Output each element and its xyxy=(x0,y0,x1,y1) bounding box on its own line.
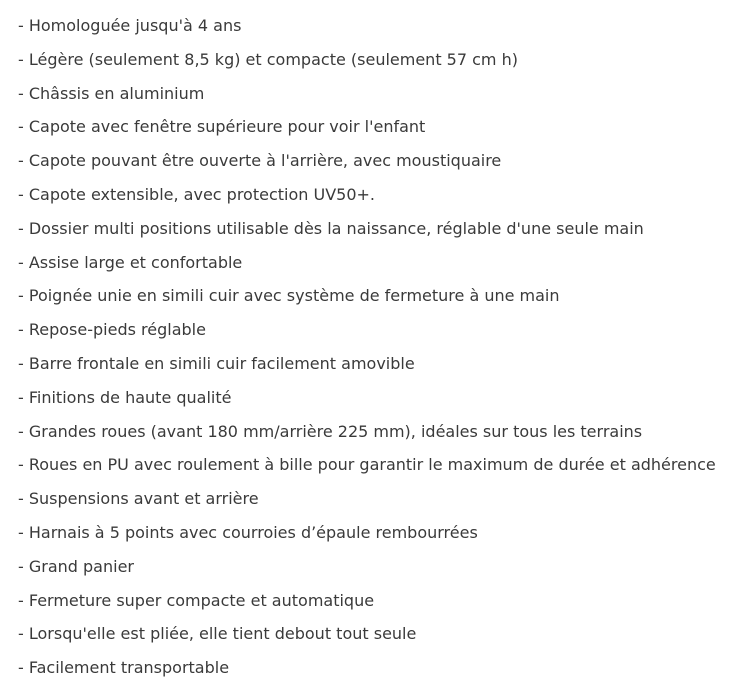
feature-item: - Homologuée jusqu'à 4 ans xyxy=(18,16,242,35)
feature-item: - Dossier multi positions utilisable dès la naissance, réglable d'une seule main xyxy=(18,218,644,238)
feature-item: - Capote pouvant être ouverte à l'arrière, avec moustiquaire xyxy=(18,151,502,171)
feature-item: - Grandes roues (avant 180 mm/arrière 225 mm), idéales sur tous les terrains xyxy=(18,421,643,441)
feature-item: - Châssis en aluminium xyxy=(18,83,205,103)
feature-item: - Barre frontale en simili cuir facilement amovible xyxy=(18,353,415,373)
feature-item: - Repose-pieds réglable xyxy=(18,320,206,340)
feature-item: - Facilement transportable xyxy=(18,658,230,678)
feature-item: - Capote avec fenêtre supérieure pour voir l'enfant xyxy=(18,117,426,137)
feature-item: - Lorsqu'elle est pliée, elle tient debout tout seule xyxy=(18,624,417,644)
feature-item: - Finitions de haute qualité xyxy=(18,387,232,407)
feature-item: - Assise large et confortable xyxy=(18,252,243,272)
feature-item: - Poignée unie en simili cuir avec système de fermeture à une main xyxy=(18,286,560,306)
feature-item: - Grand panier xyxy=(18,556,134,576)
feature-item: - Capote extensible, avec protection UV50+. xyxy=(18,184,375,204)
feature-item: - Harnais à 5 points avec courroies d’épaule rembourrées xyxy=(18,522,478,542)
feature-list xyxy=(18,9,716,685)
feature-item: - Suspensions avant et arrière xyxy=(18,489,259,509)
feature-item: - Roues en PU avec roulement à bille pour garantir le maximum de durée et adhérence xyxy=(18,455,716,475)
feature-item: - Légère (seulement 8,5 kg) et compacte (seulement 57 cm h) xyxy=(18,49,518,69)
feature-item: - Fermeture super compacte et automatique xyxy=(18,590,375,610)
